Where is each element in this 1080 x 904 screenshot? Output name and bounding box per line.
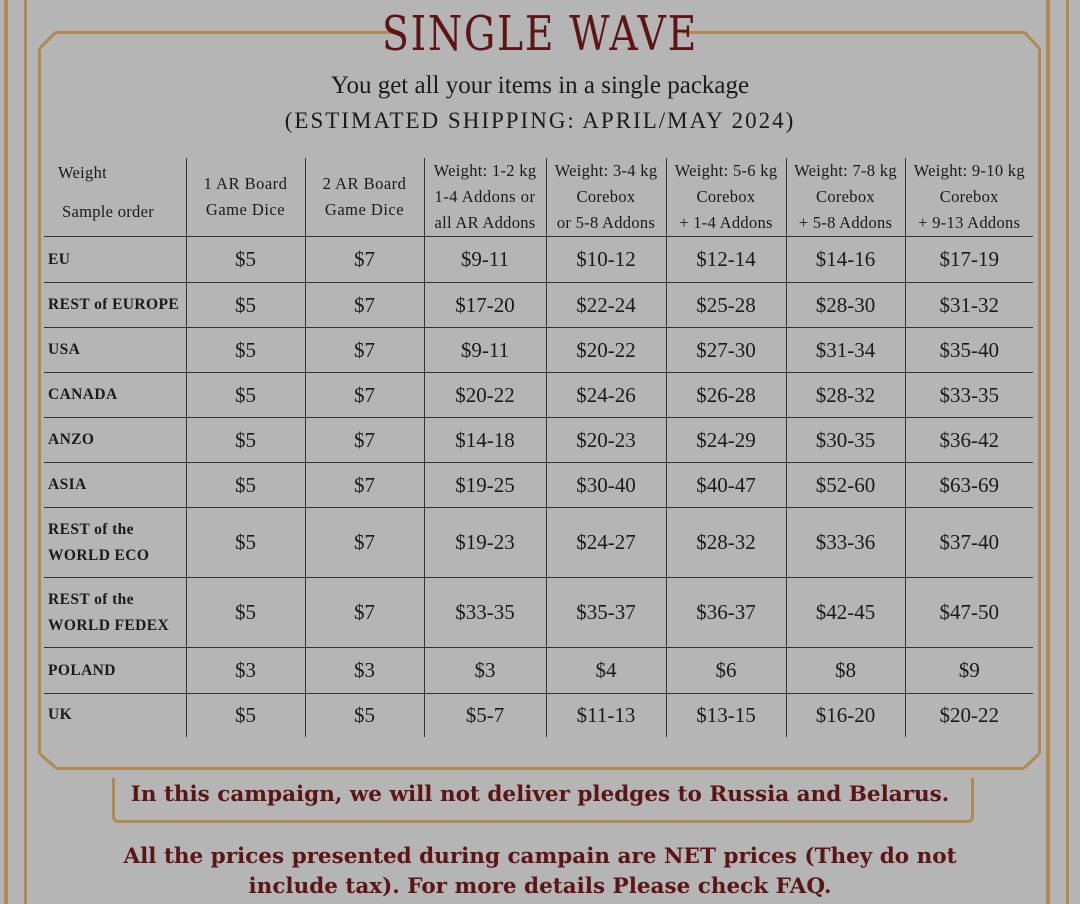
footer-note [0, 842, 1080, 902]
price-cell: $5 [186, 328, 305, 373]
region-name: REST of the [48, 590, 134, 608]
price-cell: $22-24 [546, 283, 666, 328]
price-cell: $7 [305, 418, 424, 463]
table-row [44, 237, 1033, 283]
price-cell: $33-36 [786, 508, 905, 578]
price-cell: $6 [666, 648, 786, 694]
header-row [44, 158, 1033, 237]
price-cell: $35-40 [905, 328, 1033, 373]
price-cell: $27-30 [666, 328, 786, 373]
region-name: REST of EUROPE [48, 296, 180, 313]
column-header: Weight: 5-6 kg Corebox + 1-4 Addons [666, 158, 786, 237]
price-cell: $28-32 [666, 508, 786, 578]
table-row [44, 373, 1033, 418]
price-cell: $5 [186, 237, 305, 283]
price-cell: $5 [186, 508, 305, 578]
column-header: 2 AR Board Game Dice [305, 158, 424, 237]
price-cell: $5 [186, 694, 305, 737]
column-header: 1 AR Board Game Dice [186, 158, 305, 237]
table-row [44, 328, 1033, 373]
region-cell [44, 328, 186, 373]
column-header: Weight: 1-2 kg 1-4 Addons or all AR Addons [424, 158, 546, 237]
price-cell: $30-40 [546, 463, 666, 508]
region-cell [44, 694, 186, 737]
price-cell: $16-20 [786, 694, 905, 737]
price-cell: $28-30 [786, 283, 905, 328]
price-cell: $5 [305, 694, 424, 737]
price-cell: $14-16 [786, 237, 905, 283]
region-cell [44, 508, 186, 578]
table-row [44, 648, 1033, 694]
subtitle: You get all your items in a single package [330, 72, 750, 99]
table-row [44, 418, 1033, 463]
region-cell [44, 237, 186, 283]
price-cell: $8 [786, 648, 905, 694]
table-row [44, 283, 1033, 328]
table-row [44, 463, 1033, 508]
region-name: ASIA [48, 476, 87, 493]
price-cell: $5 [186, 418, 305, 463]
price-cell: $20-22 [424, 373, 546, 418]
price-cell: $33-35 [905, 373, 1033, 418]
region-cell [44, 373, 186, 418]
price-cell: $4 [546, 648, 666, 694]
region-cell [44, 578, 186, 648]
region-name: REST of the [48, 520, 134, 538]
column-header: Weight: 9-10 kg Corebox + 9-13 Addons [905, 158, 1033, 237]
price-cell: $7 [305, 578, 424, 648]
region-name: CANADA [48, 386, 118, 403]
price-cell: $5-7 [424, 694, 546, 737]
price-cell: $7 [305, 237, 424, 283]
price-cell: $10-12 [546, 237, 666, 283]
table-row [44, 578, 1033, 648]
footer-line: include tax). For more details Please check FAQ. [248, 874, 832, 899]
price-cell: $7 [305, 328, 424, 373]
price-cell: $5 [186, 283, 305, 328]
corner-weight-label: Weight [58, 163, 108, 182]
price-cell: $3 [305, 648, 424, 694]
price-cell: $11-13 [546, 694, 666, 737]
price-cell: $24-27 [546, 508, 666, 578]
price-cell: $33-35 [424, 578, 546, 648]
region-name: USA [48, 341, 81, 358]
price-cell: $14-18 [424, 418, 546, 463]
price-cell: $31-34 [786, 328, 905, 373]
region-cell [44, 463, 186, 508]
price-cell: $20-22 [905, 694, 1033, 737]
price-cell: $5 [186, 463, 305, 508]
column-header: Weight: 3-4 kg Corebox or 5-8 Addons [546, 158, 666, 237]
price-cell: $25-28 [666, 283, 786, 328]
price-cell: $36-37 [666, 578, 786, 648]
price-cell: $47-50 [905, 578, 1033, 648]
price-cell: $19-23 [424, 508, 546, 578]
price-cell: $20-23 [546, 418, 666, 463]
price-cell: $9-11 [424, 328, 546, 373]
price-cell: $5 [186, 578, 305, 648]
region-name-line2: WORLD FEDEX [48, 616, 170, 634]
region-cell [44, 648, 186, 694]
column-header: Weight: 7-8 kg Corebox + 5-8 Addons [786, 158, 905, 237]
region-name-line2: WORLD ECO [48, 546, 150, 564]
price-cell: $9 [905, 648, 1033, 694]
price-cell: $20-22 [546, 328, 666, 373]
region-name: ANZO [48, 431, 95, 448]
price-cell: $12-14 [666, 237, 786, 283]
price-cell: $24-26 [546, 373, 666, 418]
page-title: SINGLE WAVE [382, 6, 698, 62]
price-cell: $26-28 [666, 373, 786, 418]
region-name: EU [48, 250, 71, 268]
price-cell: $42-45 [786, 578, 905, 648]
price-cell: $31-32 [905, 283, 1033, 328]
price-cell: $28-32 [786, 373, 905, 418]
price-cell: $7 [305, 463, 424, 508]
delivery-notice: In this campaign, we will not deliver pledges to Russia and Belarus. [130, 782, 950, 807]
price-cell: $17-20 [424, 283, 546, 328]
price-cell: $7 [305, 283, 424, 328]
price-cell: $52-60 [786, 463, 905, 508]
price-cell: $40-47 [666, 463, 786, 508]
price-cell: $17-19 [905, 237, 1033, 283]
price-cell: $30-35 [786, 418, 905, 463]
price-cell: $3 [424, 648, 546, 694]
region-name: UK [48, 706, 73, 724]
corner-sample-label: Sample order [62, 202, 155, 221]
shipping-estimate: (ESTIMATED SHIPPING: APRIL/MAY 2024) [284, 108, 796, 133]
price-cell: $7 [305, 508, 424, 578]
table-row [44, 694, 1033, 737]
price-cell: $36-42 [905, 418, 1033, 463]
price-cell: $19-25 [424, 463, 546, 508]
footer-line: All the prices presented during campain are NET prices (They do not [123, 844, 957, 869]
price-cell: $35-37 [546, 578, 666, 648]
region-cell [44, 418, 186, 463]
price-cell: $37-40 [905, 508, 1033, 578]
price-cell: $24-29 [666, 418, 786, 463]
region-name: POLAND [48, 661, 116, 679]
header-corner [44, 158, 186, 237]
price-cell: $5 [186, 373, 305, 418]
shipping-price-table [44, 158, 1033, 737]
region-cell [44, 283, 186, 328]
price-cell: $13-15 [666, 694, 786, 737]
price-cell: $7 [305, 373, 424, 418]
price-cell: $63-69 [905, 463, 1033, 508]
price-cell: $3 [186, 648, 305, 694]
table-row [44, 508, 1033, 578]
price-cell: $9-11 [424, 237, 546, 283]
